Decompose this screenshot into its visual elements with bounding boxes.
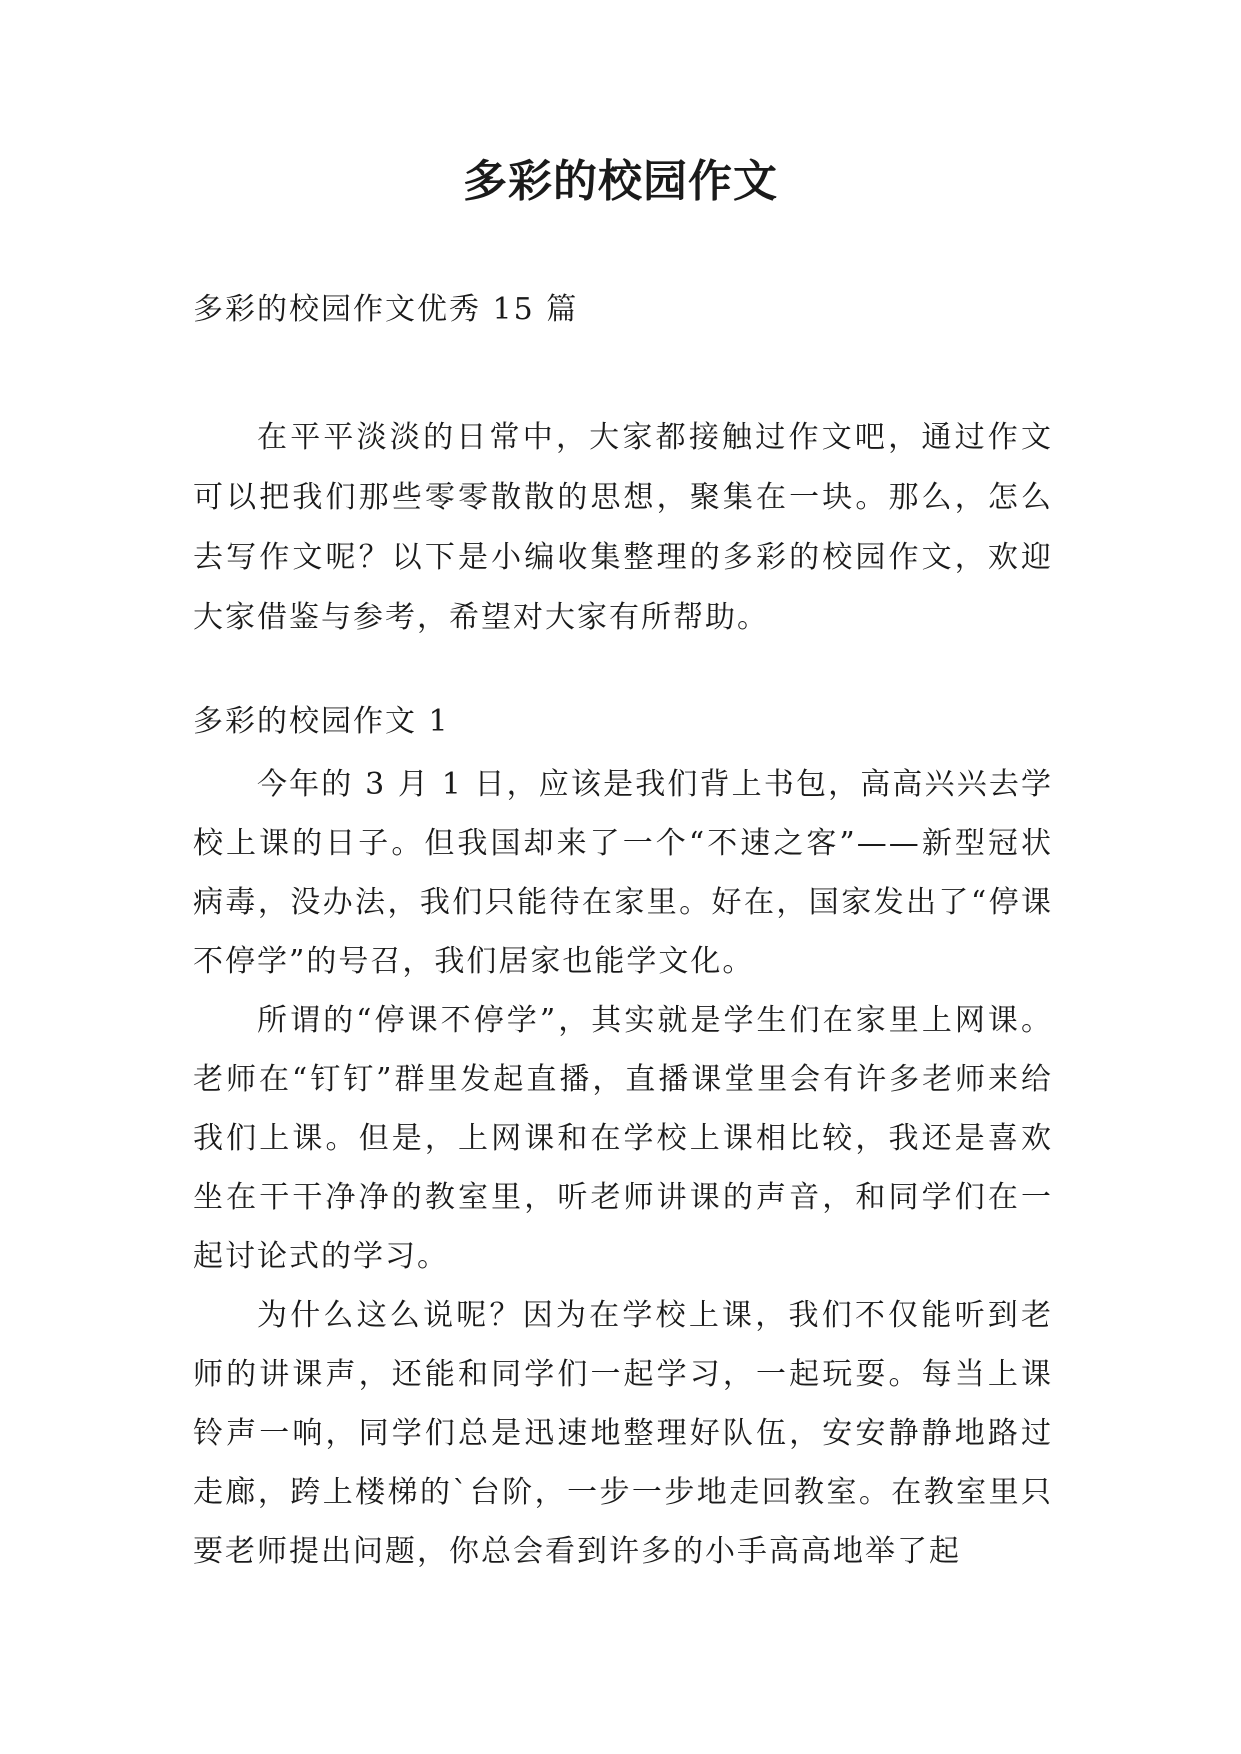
body-paragraph: 为什么这么说呢？因为在学校上课，我们不仅能听到老师的讲课声，还能和同学们一起学习，一起玩耍。每当上课铃声一响，同学们总是迅速地整理好队伍，安安静静地路过走廊，跨上楼梯的`台阶，一步一步地走回教室。在教室里只要老师提出问题，你总会看到许多的小手高高地举了起 (193, 1298, 1053, 1569)
body-paragraph: 今年的 3 月 1 日，应该是我们背上书包，高高兴兴去学校上课的日子。但我国却来了一个“不速之客”——新型冠状病毒，没办法，我们只能待在家里。好在，国家发出了“停课不停学”的号召，我们居家也能学文化。 (193, 767, 1053, 979)
document-title: 多彩的校园作文 (463, 156, 778, 207)
section-heading: 多彩的校园作文 1 (193, 704, 450, 739)
essay-body (193, 755, 1053, 1581)
body-paragraph: 所谓的“停课不停学”，其实就是学生们在家里上网课。老师在“钉钉”群里发起直播，直播课堂里会有许多老师来给我们上课。但是，上网课和在学校上课相比较，我还是喜欢坐在干干净净的教室里，听老师讲课的声音，和同学们在一起讨论式的学习。 (193, 1003, 1053, 1274)
document-subtitle: 多彩的校园作文优秀 15 篇 (193, 292, 579, 327)
intro-paragraph: 在平平淡淡的日常中，大家都接触过作文吧，通过作文可以把我们那些零零散散的思想，聚集在一块。那么，怎么去写作文呢？以下是小编收集整理的多彩的校园作文，欢迎大家借鉴与参考，希望对大家有所帮助。 (193, 420, 1053, 635)
